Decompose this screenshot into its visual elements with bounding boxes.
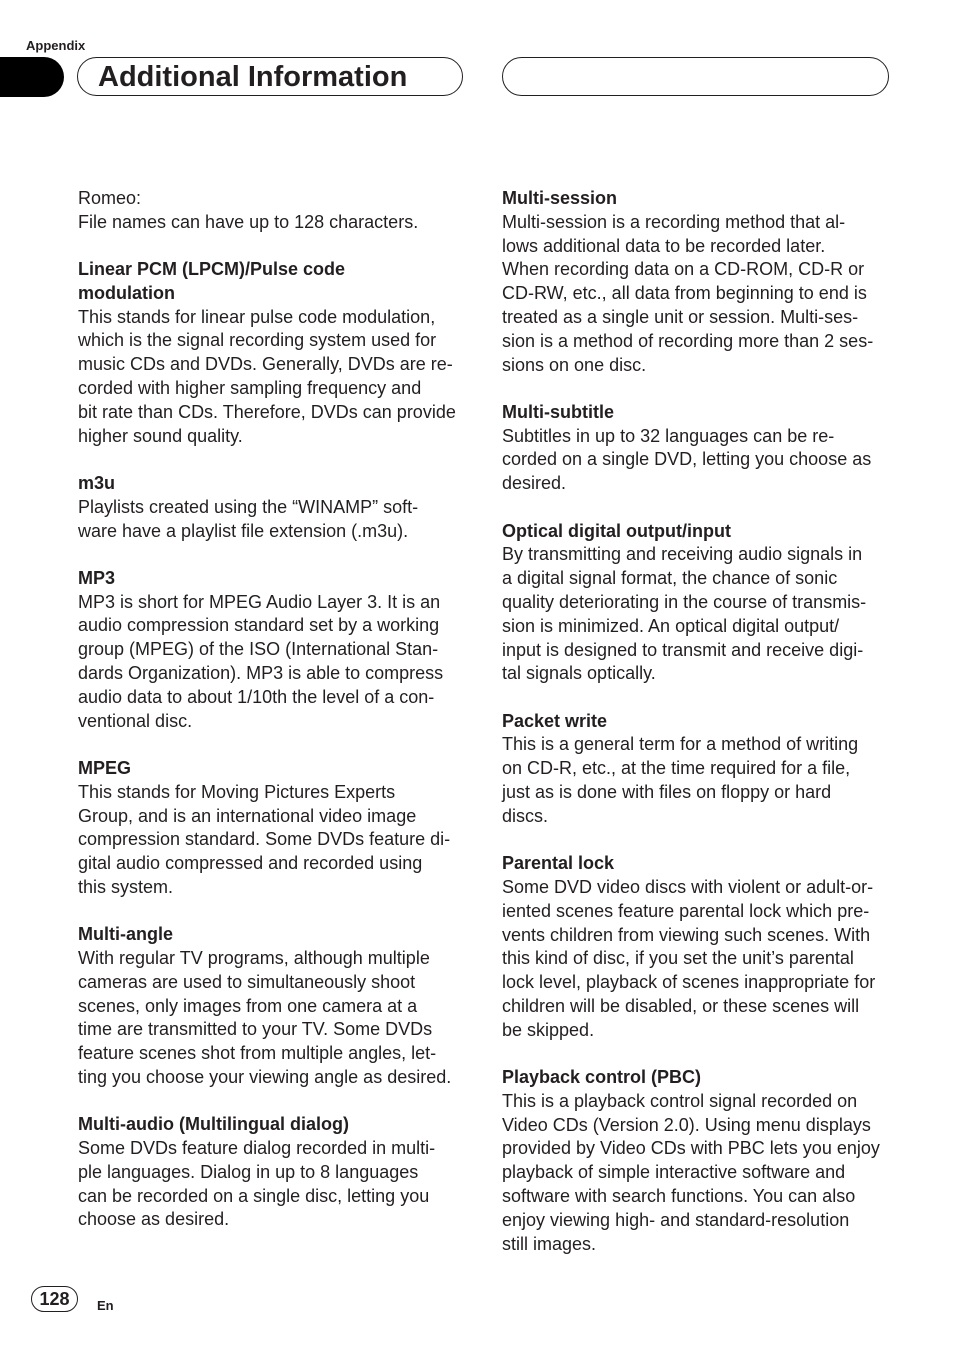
- glossary-entry: [78, 472, 470, 543]
- title-box: [77, 57, 463, 96]
- glossary-term: Multi-audio (Multilingual dialog): [78, 1114, 349, 1135]
- glossary-term: Multi-subtitle: [502, 401, 614, 422]
- page-number: 128: [31, 1286, 78, 1312]
- glossary-term: Packet write: [502, 710, 608, 731]
- glossary-term: m3u: [78, 472, 116, 493]
- glossary-entry: [78, 258, 470, 448]
- glossary-entry: [78, 1113, 470, 1232]
- glossary-definition: MP3 is short for MPEG Audio Layer 3. It is an audio compression standard set by a working group (MPEG) of the ISO (International Stan- dards Organization). MP3 is able to compress audio data to about 1/10th the level of a con- ventional disc.: [78, 591, 444, 731]
- language-code: En: [97, 1298, 114, 1313]
- glossary-entry: [78, 567, 470, 734]
- page-title: Additional Information: [98, 61, 408, 93]
- glossary-definition: Some DVDs feature dialog recorded in multi- ple languages. Dialog in up to 8 languages can be recorded on a single disc, letting you choose as desired.: [78, 1138, 436, 1230]
- glossary-entry: [78, 757, 470, 900]
- glossary-definition: This is a playback control signal recorded on Video CDs (Version 2.0). Using menu displays provided by Video CDs with PBC lets you enjoy playback of simple interactive software and software with search functions. You can also enjoy viewing high- and standard-resolution still images.: [502, 1090, 880, 1254]
- glossary-definition: This stands for Moving Pictures Experts Group, and is an international video image compression standard. Some DVDs feature di- gital audio compressed and recorded using this system.: [78, 781, 451, 897]
- glossary-definition: Playlists created using the “WINAMP” soft- ware have a playlist file extension (.m3u).: [78, 496, 419, 541]
- section-label: Appendix: [26, 38, 86, 53]
- glossary-term: Multi-angle: [78, 924, 173, 945]
- glossary-definition: This stands for linear pulse code modulation, which is the signal recording system used for music CDs and DVDs. Generally, DVDs are re- corded with higher sampling frequency and bit rate than CDs. Therefore, DVDs can provide higher sound quality.: [78, 306, 456, 446]
- glossary-definition: Multi-session is a recording method that al- lows additional data to be recorded later. When recording data on a CD-ROM, CD-R or CD-RW, etc., all data from beginning to end is treated as a single unit or session. Multi-ses- sion is a method of recording more than 2 ses- sions on one disc.: [502, 211, 874, 375]
- glossary-term: Linear PCM (LPCM)/Pulse code modulation: [78, 259, 346, 303]
- glossary-entry: [502, 852, 894, 1042]
- glossary-term: Multi-session: [502, 188, 618, 208]
- glossary-term: Playback control (PBC): [502, 1067, 702, 1087]
- glossary-entry: [502, 187, 894, 377]
- glossary-definition: Subtitles in up to 32 languages can be re- corded on a single DVD, letting you choose as desired.: [502, 425, 872, 494]
- glossary-entry: [78, 923, 470, 1090]
- glossary-entry: [502, 1066, 894, 1256]
- glossary-definition: Some DVD video discs with violent or adult-or- iented scenes feature parental lock which pre- vents children from viewing such scenes. With this kind of disc, if you set the unit’s parental lock level, playback of scenes inappropriate for children will be disabled, or these scenes will be skipped.: [502, 876, 876, 1040]
- right-column: [502, 187, 894, 1280]
- glossary-definition: This is a general term for a method of writing on CD-R, etc., at the time required for a file, just as is done with files on floppy or hard discs.: [502, 734, 859, 826]
- glossary-term: Optical digital output/input: [502, 520, 731, 541]
- empty-header-box: [502, 57, 889, 96]
- intro-text: Romeo: File names can have up to 128 characters.: [78, 188, 419, 232]
- glossary-entry: [502, 710, 894, 829]
- glossary-term: Parental lock: [502, 853, 615, 874]
- glossary-term: MP3: [78, 567, 116, 588]
- glossary-definition: By transmitting and receiving audio signals in a digital signal format, the chance of sonic quality deteriorating in the course of transmis- sion is minimized. An optical digital output/ input is designed to transmit and receive digi- tal signals optically.: [502, 544, 867, 684]
- glossary-entry: [502, 520, 894, 687]
- section-tab-marker: [0, 57, 64, 97]
- glossary-term: MPEG: [78, 757, 132, 778]
- glossary-definition: With regular TV programs, although multiple cameras are used to simultaneously shoot scenes, only images from one camera at a time are transmitted to your TV. Some DVDs feature scenes shot from multiple angles, let- ting you choose your viewing angle as desired.: [78, 948, 452, 1087]
- glossary-entry: [502, 401, 894, 496]
- left-column: [78, 187, 470, 1256]
